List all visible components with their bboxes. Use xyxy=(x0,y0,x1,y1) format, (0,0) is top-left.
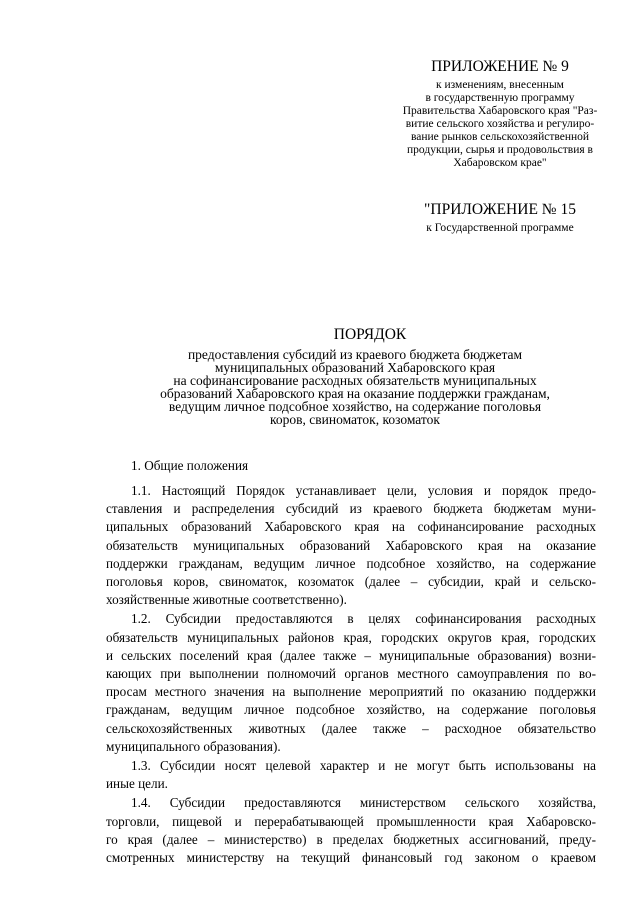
subtitle-line: ведущим личное подсобное хозяйство, на содержание поголовья xyxy=(168,399,542,414)
appendix-15-block xyxy=(380,201,620,235)
text-line: торговли, пищевой и перерабатывающей промышленности края Хабаровско- xyxy=(106,813,596,829)
appendix-9-line: к изменениям, внесенным xyxy=(436,79,564,91)
paragraph-1-1 xyxy=(106,482,596,609)
paragraph-1-2 xyxy=(106,610,596,756)
text-line: сельскохозяйственных животных (далее также – расходное обязательство xyxy=(106,720,596,736)
subtitle-line: коров, свиноматок, козоматок xyxy=(270,412,440,427)
text-line: гражданам, ведущим личное подсобное хозяйство, на содержание поголовья xyxy=(106,702,596,718)
appendix-9-line: в государственную программу xyxy=(425,92,575,104)
appendix-15-heading: "ПРИЛОЖЕНИЕ № 15 xyxy=(424,201,576,218)
appendix-9-block xyxy=(380,58,620,170)
appendix-9-line: продукции, сырья и продовольствия в xyxy=(407,144,593,156)
text-line: просам местного значения на выполнение мероприятий по оказанию поддержки xyxy=(106,684,596,700)
appendix-9-caption xyxy=(380,79,620,170)
text-line: поддержки гражданам, ведущим личное подсобное хозяйство, на содержание xyxy=(106,555,596,571)
appendix-9-line: Хабаровском крае" xyxy=(453,157,547,169)
text-line: муниципального образования). xyxy=(106,738,281,754)
paragraph-1-3 xyxy=(106,757,596,793)
document-title-block xyxy=(0,326,640,426)
appendix-9-line: Правительства Хабаровского края "Раз- xyxy=(402,105,598,117)
text-line: го края (далее – министерство) в пределах бюджетных ассигнований, преду- xyxy=(106,831,596,847)
appendix-9-heading: ПРИЛОЖЕНИЕ № 9 xyxy=(431,58,569,75)
paragraph-1-4 xyxy=(106,794,596,867)
text-line: 1.4. Субсидии предоставляются министерством сельского хозяйства, xyxy=(131,795,596,811)
appendix-9-line: витие сельского хозяйства и регулиро- xyxy=(405,118,595,130)
text-line: смотренных министерству на текущий финансовый год законом о краевом xyxy=(106,850,596,866)
text-line: 1.1. Настоящий Порядок устанавливает цели, условия и порядок предо- xyxy=(131,483,596,498)
text-line: обязательств муниципальных образований Хабаровского края на оказание xyxy=(106,537,596,553)
text-line: обязательств муниципальных районов края, городских округов края, городских xyxy=(106,629,596,645)
subtitle-line: муниципальных образований Хабаровского края xyxy=(214,360,496,375)
subtitle-line: образований Хабаровского края на оказание поддержки гражданам, xyxy=(160,386,550,401)
text-line: ставления и распределения субсидий из краевого бюджета бюджетам муни- xyxy=(106,501,596,517)
appendix-15-caption: к Государственной программе xyxy=(426,222,574,234)
text-line: поголовья коров, свиноматок, козоматок (далее – субсидии, край и сельско- xyxy=(106,574,596,590)
text-line: 1.2. Субсидии предоставляются в целях софинансирования расходных xyxy=(131,611,596,627)
document-title: ПОРЯДОК xyxy=(333,326,407,343)
section-heading: 1. Общие положения xyxy=(131,458,249,473)
text-line: хозяйственные животные соответственно). xyxy=(106,592,347,608)
text-line: иные цели. xyxy=(106,776,168,792)
subtitle-line: на софинансирование расходных обязательств муниципальных xyxy=(173,373,537,388)
subtitle-line: предоставления субсидий из краевого бюджета бюджетам xyxy=(187,347,523,362)
text-line: и сельских поселений края (далее также – муниципальные образования) возни- xyxy=(106,647,596,663)
appendix-9-line: вание рынков сельскохозяйственной xyxy=(410,131,590,143)
text-line: кающих при выполнении полномочий органов местного самоуправления по во- xyxy=(106,666,596,682)
text-line: ципальных образований Хабаровского края на софинансирование расходных xyxy=(106,519,596,535)
document-body xyxy=(106,482,596,868)
text-line: 1.3. Субсидии носят целевой характер и не могут быть использованы на xyxy=(131,758,596,774)
document-subtitle xyxy=(0,348,640,426)
